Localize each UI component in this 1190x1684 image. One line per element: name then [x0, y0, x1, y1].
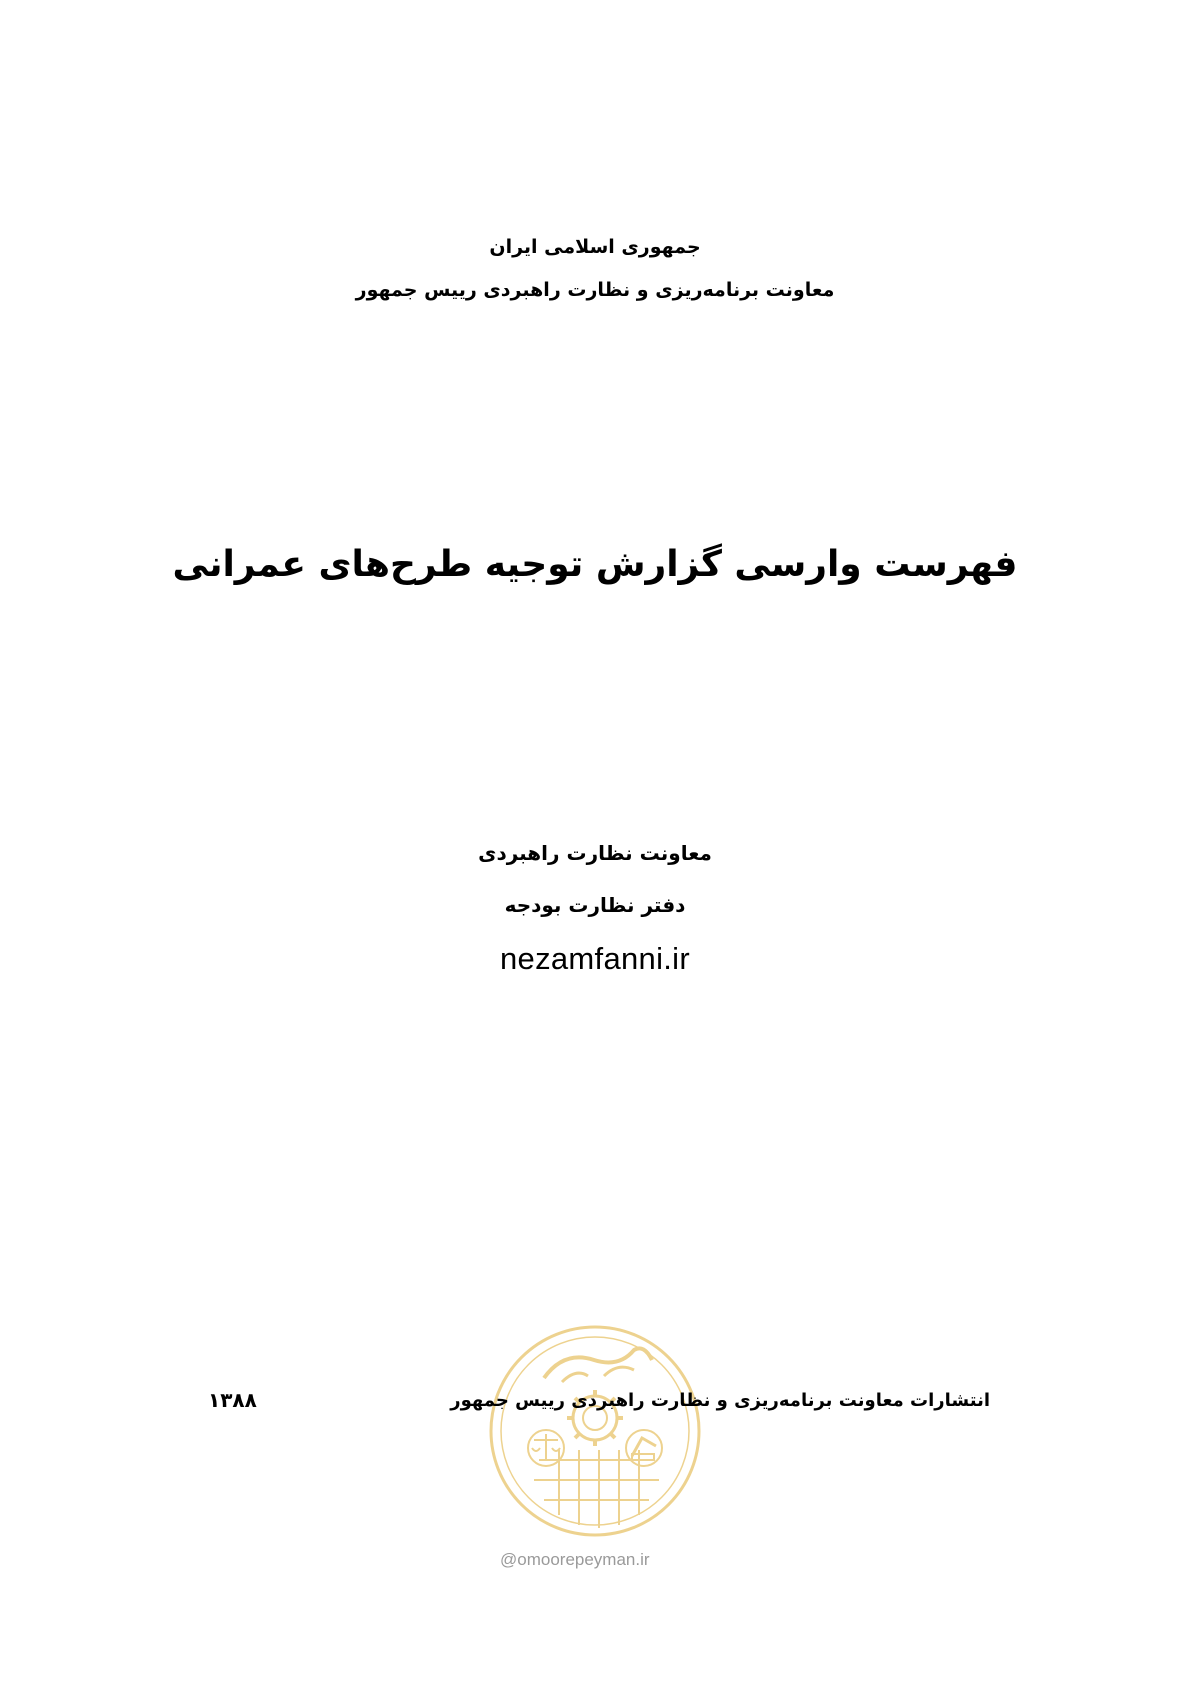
website-url: nezamfanni.ir [500, 941, 690, 976]
publisher-line: انتشارات معاونت برنامه‌ریزی و نظارت راهبردی رییس جمهور [450, 1390, 990, 1411]
document-title: فهرست وارسی گزارش توجیه طرح‌های عمرانی [172, 544, 1018, 585]
department-name: معاونت نظارت راهبردی [478, 841, 712, 865]
watermark-stamp-logo [484, 1320, 706, 1542]
organization-name: معاونت برنامه‌ریزی و نظارت راهبردی رییس جمهور [355, 279, 835, 301]
stamp-emblem-icon [484, 1320, 706, 1542]
office-name: دفتر نظارت بودجه [504, 893, 686, 917]
publication-year: ۱۳۸۸ [208, 1388, 257, 1412]
country-name: جمهوری اسلامی ایران [489, 236, 701, 258]
watermark-caption: @omoorepeyman.ir [500, 1550, 650, 1569]
